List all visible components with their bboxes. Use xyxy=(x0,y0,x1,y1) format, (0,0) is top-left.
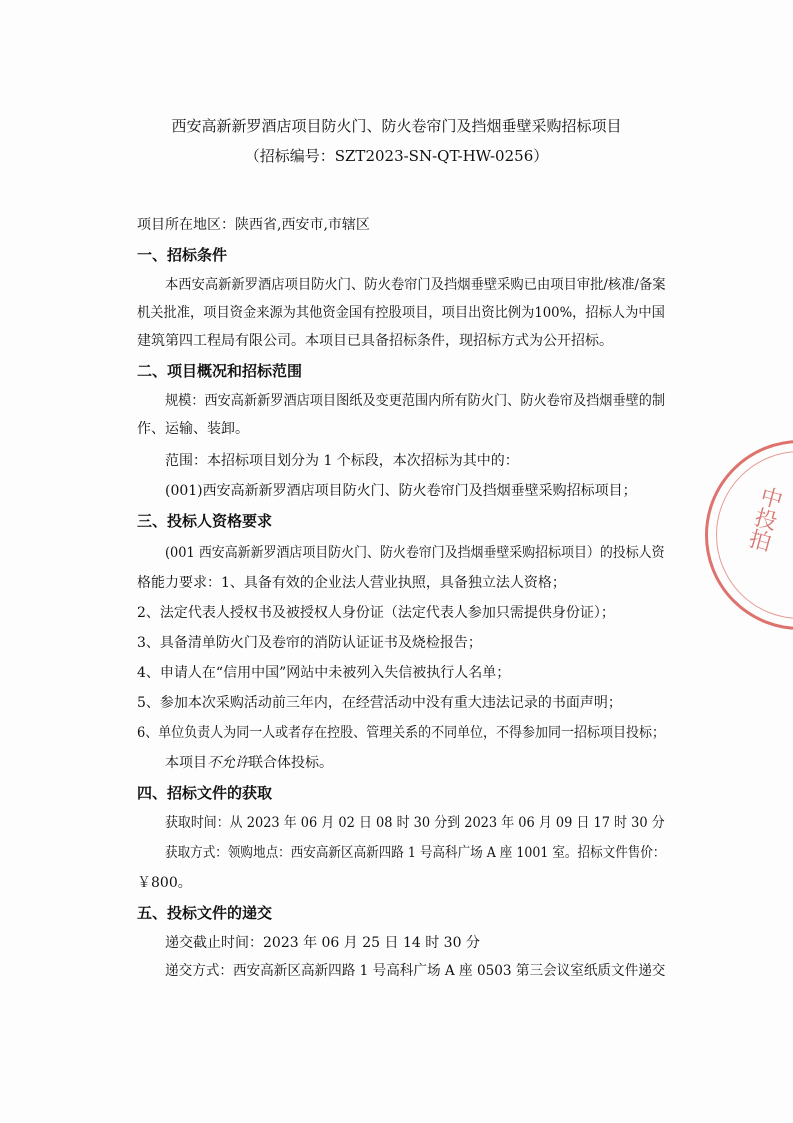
s3-paragraph-line: (001 西安高新新罗酒店项目防火门、防火卷帘门及挡烟垂壁采购招标项目）的投标人资 xyxy=(165,545,665,561)
s1-paragraph-line: 建筑第四工程局有限公司。本项目已具备招标条件，现招标方式为公开招标。 xyxy=(137,333,613,349)
section-2-heading: 二、项目概况和招标范围 xyxy=(137,362,303,380)
joint-bidding-emphasis: 不允许 xyxy=(207,755,249,771)
s3-paragraph-line: 5、参加本次采购活动前三年内，在经营活动中没有重大违法记录的书面声明； xyxy=(137,695,622,711)
s5-paragraph-line: 递交截止时间：2023 年 06 月 25 日 14 时 30 分 xyxy=(165,935,480,951)
section-1-heading: 一、招标条件 xyxy=(137,246,228,264)
s3-paragraph-line: 格能力要求：1、具备有效的企业法人营业执照，具备独立法人资格； xyxy=(137,575,566,591)
s3-paragraph-line: 2、法定代表人授权书及被授权人身份证（法定代表人参加只需提供身份证）； xyxy=(137,605,615,621)
s2-paragraph-line: 规模：西安高新新罗酒店项目图纸及变更范围内所有防火门、防火卷帘及挡烟垂壁的制 xyxy=(165,393,666,409)
red-seal-stamp xyxy=(705,440,793,630)
s3-paragraph-line: 6、单位负责人为同一人或者存在控股、管理关系的不同单位，不得参加同一招标项目投标； xyxy=(137,725,665,741)
project-region: 项目所在地区：陕西省,西安市,市辖区 xyxy=(137,217,370,233)
stamp-text: 中投拍 xyxy=(743,483,785,554)
s1-paragraph-line: 机关批准，项目资金来源为其他资金国有控股项目，项目出资比例为100%，招标人为中国 xyxy=(137,305,665,321)
s3-paragraph-line: 4、申请人在“信用中国”网站中未被列入失信被执行人名单； xyxy=(137,665,511,681)
s5-paragraph-line: 递交方式：西安高新区高新四路 1 号高科广场 A 座 0503 第三会议室纸质文件递交 xyxy=(165,963,666,979)
tender-number: （招标编号：SZT2023-SN-QT-HW-0256） xyxy=(244,147,549,165)
joint-bidding-pre: 本项目 xyxy=(165,755,207,771)
section-3-heading: 三、投标人资格要求 xyxy=(137,512,273,530)
s4-paragraph-line: ￥800。 xyxy=(137,875,192,891)
s2-paragraph-line: 范围：本招标项目划分为 1 个标段，本次招标为其中的： xyxy=(165,453,519,469)
joint-bidding-post: 联合体投标。 xyxy=(249,755,333,771)
doc-title: 西安高新新罗酒店项目防火门、防火卷帘门及挡烟垂壁采购招标项目 xyxy=(171,117,622,135)
s4-paragraph-line: 获取方式：领购地点：西安高新区高新四路 1 号高科广场 A 座 1001 室。招标文件售价： xyxy=(165,845,666,861)
section-5-heading: 五、投标文件的递交 xyxy=(137,904,273,922)
section-4-heading: 四、招标文件的获取 xyxy=(137,784,273,802)
joint-bidding-note xyxy=(165,754,333,772)
s4-paragraph-line: 获取时间：从 2023 年 06 月 02 日 08 时 30 分到 2023 年 06 月 09 日 17 时 30 分 xyxy=(165,815,665,831)
s1-paragraph-line: 本西安高新新罗酒店项目防火门、防火卷帘门及挡烟垂壁采购已由项目审批/核准/备案 xyxy=(165,277,666,293)
s3-paragraph-line: 3、具备清单防火门及卷帘的消防认证证书及烧检报告； xyxy=(137,635,482,651)
s2-paragraph-line: 作、运输、装卸。 xyxy=(137,421,249,437)
s2-paragraph-line: (001)西安高新新罗酒店项目防火门、防火卷帘门及挡烟垂壁采购招标项目； xyxy=(165,483,637,499)
